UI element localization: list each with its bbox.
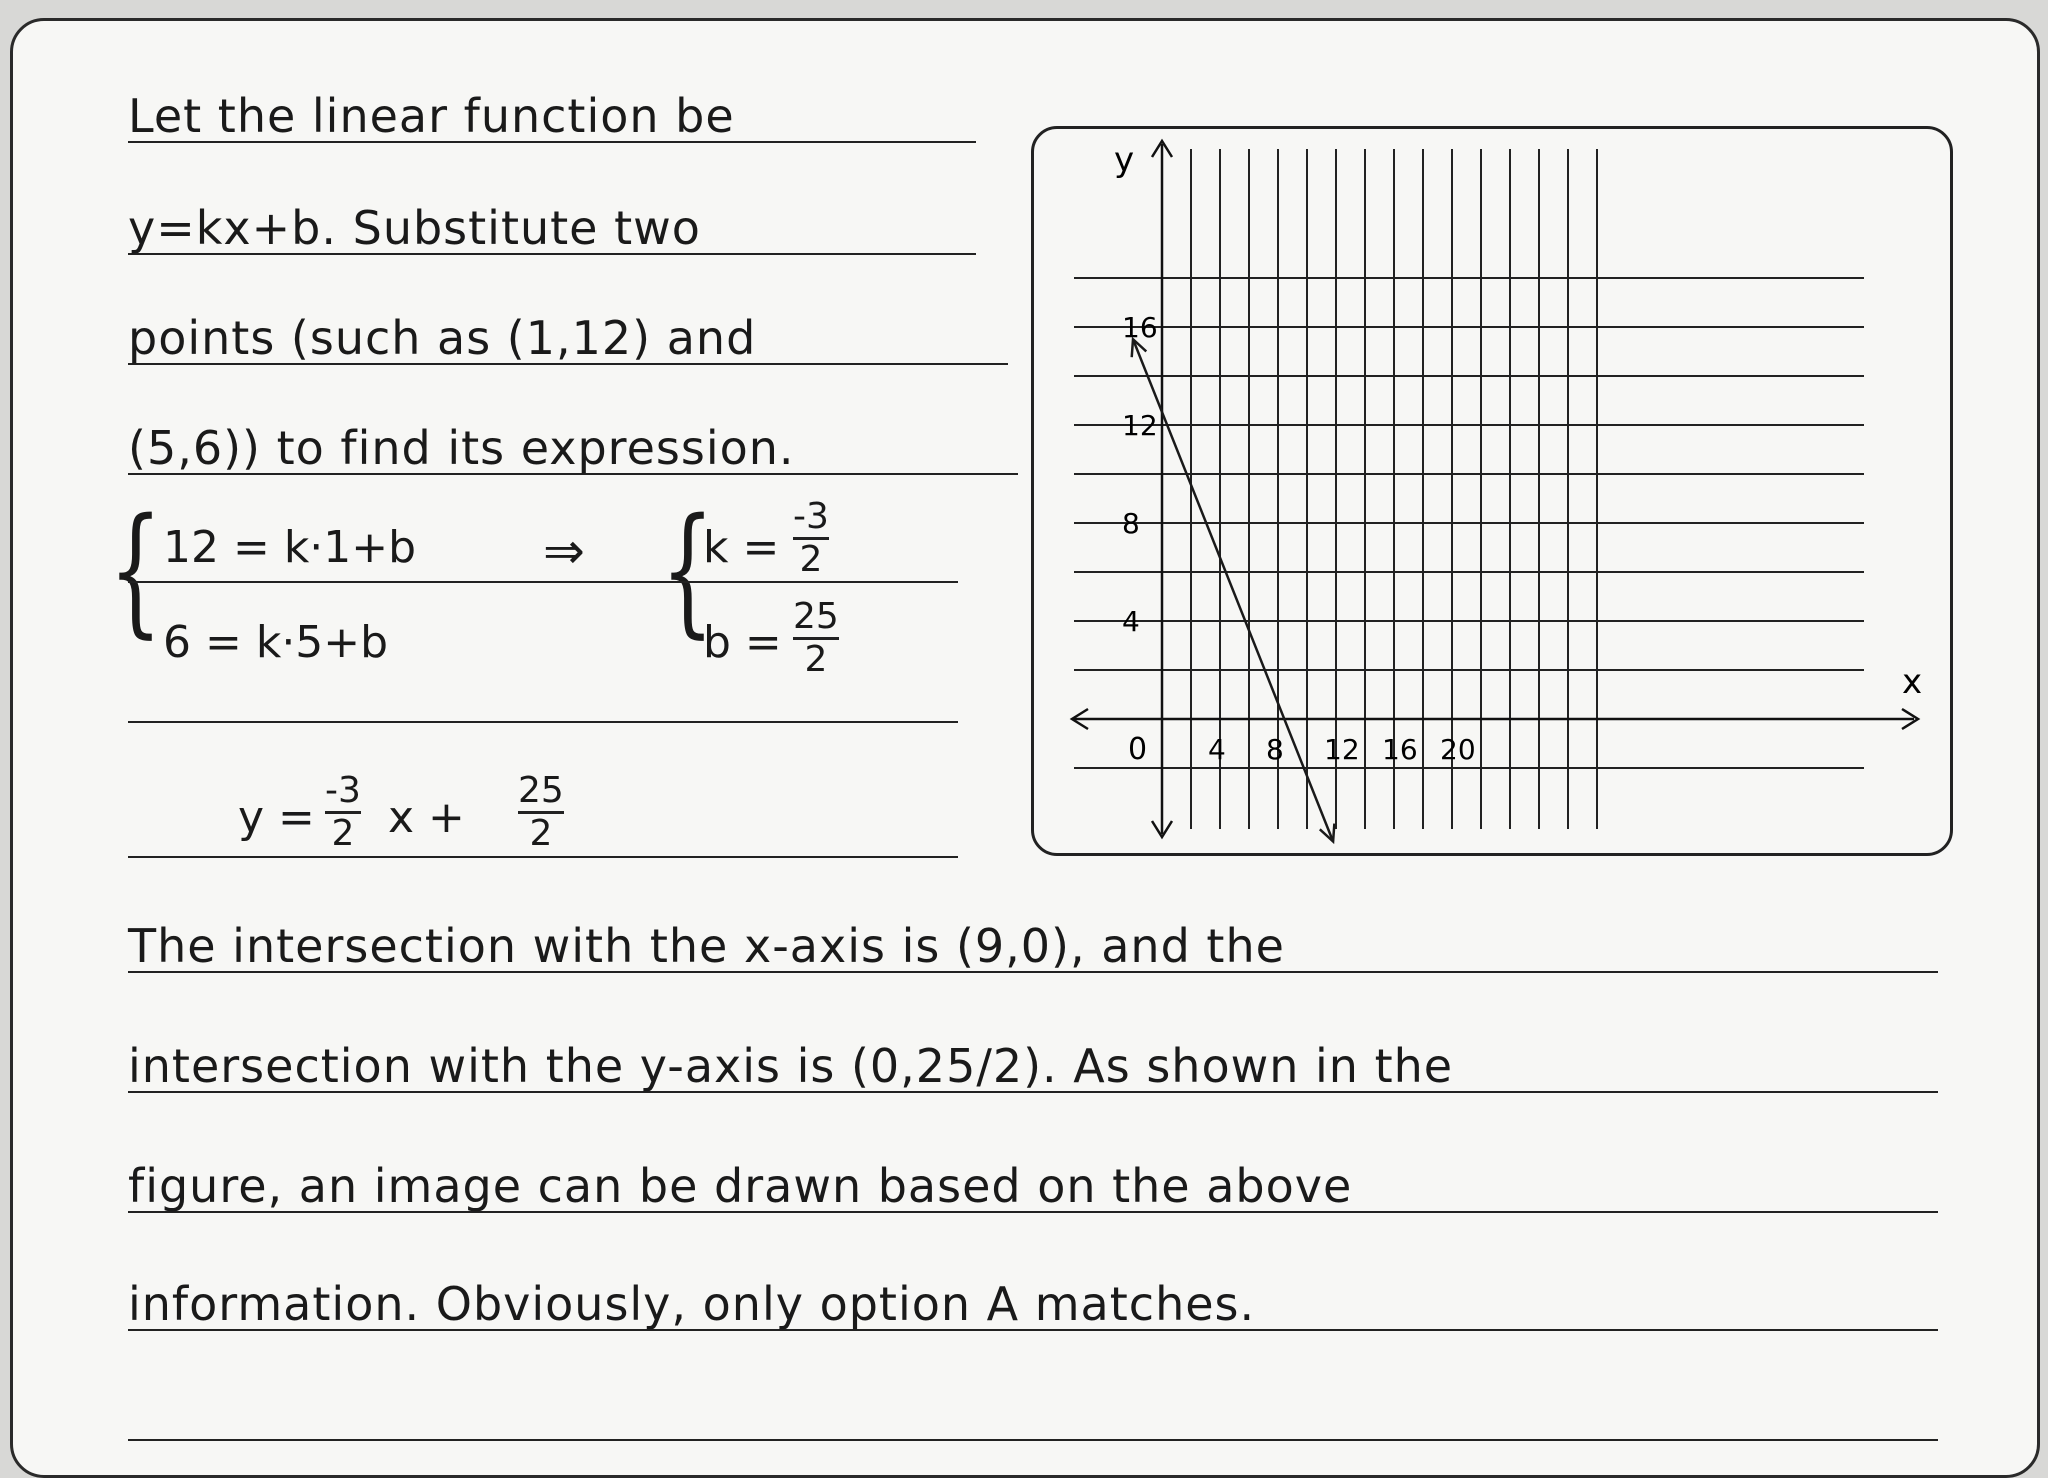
- x-tick-label: 8: [1266, 733, 1284, 766]
- result-k-denominator: 2: [331, 813, 355, 854]
- origin-label: 0: [1128, 732, 1148, 767]
- b-denominator: 2: [804, 639, 828, 680]
- x-tick-label: 4: [1208, 733, 1226, 766]
- line-graph: [1034, 129, 1950, 853]
- rule-line: [128, 1439, 1938, 1441]
- y-axis-label: y: [1114, 140, 1135, 180]
- x-tick-label: 12: [1324, 733, 1360, 766]
- graph-panel: [1031, 126, 1953, 856]
- text-line-3: points (such as (1,12) and: [128, 313, 1008, 365]
- k-lhs: k =: [703, 522, 780, 573]
- y-tick-label: 4: [1122, 605, 1140, 638]
- right-brace: {: [660, 489, 715, 652]
- y-tick-label: 12: [1122, 409, 1158, 442]
- equation-1: 12 = k·1+b: [163, 522, 417, 573]
- y-tick-label: 8: [1122, 507, 1140, 540]
- text-line-5: The intersection with the x-axis is (9,0), and the: [128, 921, 1938, 973]
- result-k-fraction: [325, 770, 361, 854]
- text-line-8: information. Obviously, only option A matches.: [128, 1279, 1938, 1331]
- text-line-4: (5,6)) to find its expression.: [128, 423, 1018, 475]
- answer-sheet: [10, 18, 2040, 1478]
- b-lhs: b =: [703, 617, 782, 668]
- result-b-fraction: [518, 770, 564, 854]
- rule-line: [128, 721, 958, 723]
- rule-line: [128, 856, 958, 858]
- k-fraction: [793, 496, 829, 580]
- result-b-numerator: 25: [518, 770, 564, 811]
- k-numerator: -3: [793, 496, 829, 537]
- implies-arrow: ⇒: [543, 522, 585, 580]
- result-mid: x +: [388, 792, 465, 843]
- result-lhs: y =: [238, 792, 315, 843]
- text-line-7: figure, an image can be drawn based on the above: [128, 1161, 1938, 1213]
- left-brace: {: [108, 489, 163, 652]
- rule-line: [128, 581, 958, 583]
- x-tick-label: 20: [1440, 733, 1476, 766]
- equation-2: 6 = k·5+b: [163, 617, 389, 668]
- k-denominator: 2: [799, 539, 823, 580]
- y-tick-label: 16: [1122, 311, 1158, 344]
- text-line-1: Let the linear function be: [128, 91, 976, 143]
- x-tick-label: 16: [1382, 733, 1418, 766]
- x-axis-label: x: [1902, 662, 1923, 702]
- result-k-numerator: -3: [325, 770, 361, 811]
- result-b-denominator: 2: [529, 813, 553, 854]
- b-numerator: 25: [793, 596, 839, 637]
- b-fraction: [793, 596, 839, 680]
- text-line-2: y=kx+b. Substitute two: [128, 203, 976, 255]
- text-line-6: intersection with the y-axis is (0,25/2). As shown in the: [128, 1041, 1938, 1093]
